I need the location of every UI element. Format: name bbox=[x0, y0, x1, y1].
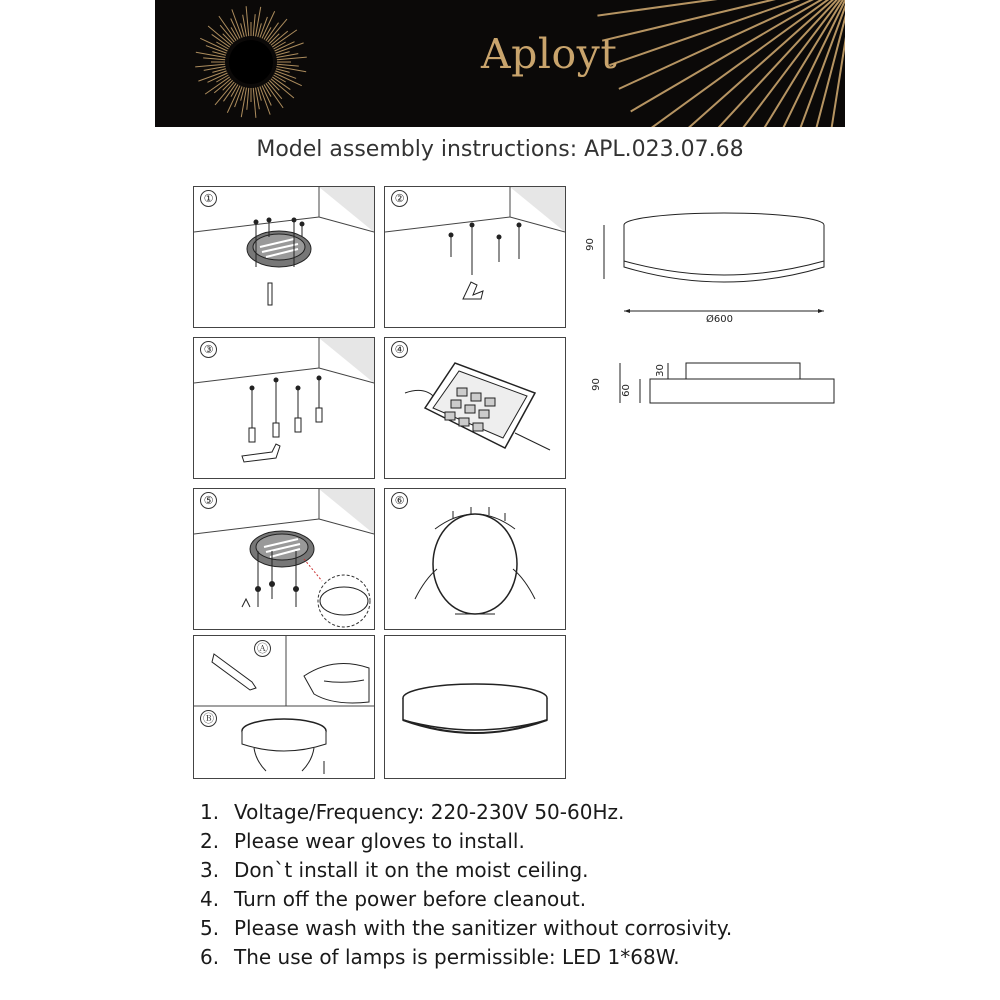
step-4-number: ④ bbox=[391, 341, 408, 358]
sun-ray bbox=[277, 64, 299, 66]
sun-ray bbox=[256, 7, 261, 37]
final-lamp-panel bbox=[384, 635, 566, 779]
sun-ray bbox=[253, 14, 255, 36]
sun-ray bbox=[241, 88, 246, 118]
sun-ray bbox=[277, 57, 307, 60]
height-label-top: 90 bbox=[584, 238, 596, 251]
list-item: 5. Please wash with the sanitizer without corrosivity. bbox=[200, 916, 733, 940]
sun-ray bbox=[195, 64, 225, 67]
sun-disc bbox=[229, 40, 273, 84]
sun-ray bbox=[262, 11, 275, 38]
step-a-label: Ⓐ bbox=[254, 640, 271, 657]
wall-plugs-illustration bbox=[194, 338, 374, 478]
step-b-label: Ⓑ bbox=[200, 710, 217, 727]
step-5-panel bbox=[193, 488, 375, 630]
sun-ray bbox=[619, 0, 845, 89]
step-4-panel bbox=[384, 337, 566, 479]
list-item: 4. Turn off the power before cleanout. bbox=[200, 887, 587, 911]
shade-height-label: 60 bbox=[620, 384, 632, 397]
mount-plate-screws-illustration bbox=[194, 489, 374, 629]
step-ab-panel bbox=[193, 635, 375, 779]
step-3-panel bbox=[193, 337, 375, 479]
lamp-perspective-drawing bbox=[580, 195, 830, 335]
ceiling-plate-illustration bbox=[194, 187, 374, 327]
step-5-number: ⑤ bbox=[200, 492, 217, 509]
list-item: 1. Voltage/Frequency: 220-230V 50-60Hz. bbox=[200, 800, 625, 824]
brand-logo: Aployt bbox=[481, 30, 618, 78]
terminal-block-illustration bbox=[385, 338, 565, 478]
step-6-panel bbox=[384, 488, 566, 630]
list-item: 2. Please wear gloves to install. bbox=[200, 829, 525, 853]
attach-shade-illustration bbox=[385, 489, 565, 629]
step-2-panel bbox=[384, 186, 566, 328]
sun-ray bbox=[196, 52, 226, 57]
sun-ray bbox=[200, 38, 227, 51]
sun-ray bbox=[246, 6, 249, 36]
sun-ray bbox=[277, 67, 307, 72]
step-1-number: ① bbox=[200, 190, 217, 207]
height-label-side: 90 bbox=[590, 378, 602, 391]
step-2-number: ② bbox=[391, 190, 408, 207]
sun-ray bbox=[227, 86, 240, 113]
list-item: 6. The use of lamps is permissible: LED 1*68W. bbox=[200, 945, 680, 969]
base-height-label: 30 bbox=[654, 364, 666, 377]
brand-header bbox=[155, 0, 845, 127]
sun-ray bbox=[253, 88, 256, 118]
removal-illustration bbox=[194, 636, 374, 778]
step-3-number: ③ bbox=[200, 341, 217, 358]
safety-notes-list bbox=[200, 798, 732, 972]
list-item: 3. Don`t install it on the moist ceiling. bbox=[200, 858, 589, 882]
sun-ray bbox=[203, 58, 225, 60]
drill-holes-illustration bbox=[385, 187, 565, 327]
finished-lamp-illustration bbox=[385, 636, 565, 778]
lamp-side-drawing bbox=[580, 355, 840, 415]
document-title: Model assembly instructions: APL.023.07.68 bbox=[256, 137, 744, 162]
diameter-label: Ø600 bbox=[706, 314, 733, 325]
sun-ray bbox=[247, 88, 249, 110]
sun-ray bbox=[275, 73, 302, 86]
step-1-panel bbox=[193, 186, 375, 328]
step-6-number: ⑥ bbox=[391, 492, 408, 509]
dimension-drawing-top bbox=[580, 195, 830, 335]
dimension-drawing-side bbox=[580, 355, 840, 415]
